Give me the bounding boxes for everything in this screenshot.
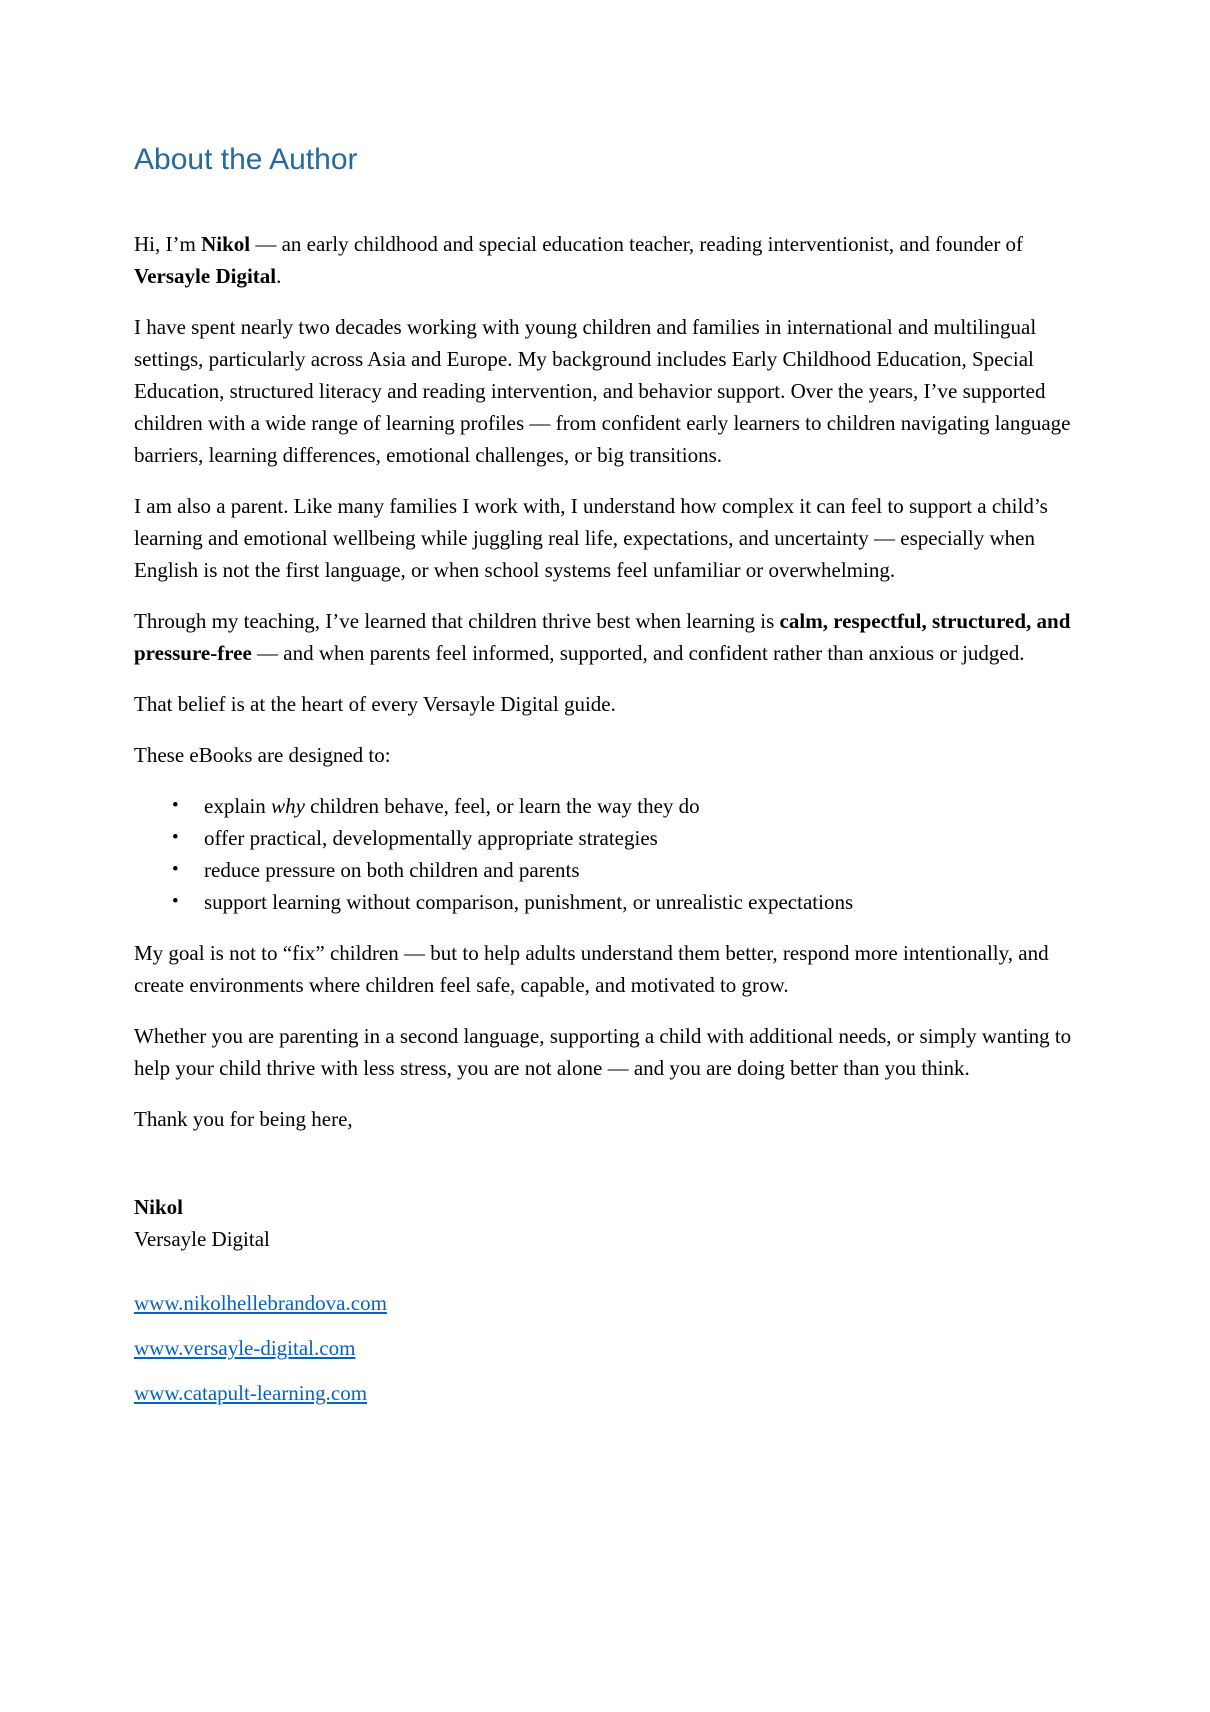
page-title: About the Author <box>134 143 358 176</box>
intro-text-end: . <box>276 264 282 288</box>
link-row <box>134 1332 1076 1364</box>
teaching-text-pre: Through my teaching, I’ve learned that children thrive best when learning is <box>134 609 780 633</box>
link-row <box>134 1377 1076 1409</box>
list-item-support <box>204 886 1076 918</box>
bullet-text: reduce pressure on both children and parents <box>204 858 580 882</box>
ebook-benefits-list <box>134 790 1076 918</box>
bullet-text: offer practical, developmentally appropriate strategies <box>204 826 658 850</box>
list-item-reduce <box>204 854 1076 886</box>
paragraph-parent: I am also a parent. Like many families I work with, I understand how complex it can feel to support a child’s learning and emotional wellbeing while juggling real life, expectations, and uncertainty — especially when English is not the first language, or when school systems feel unfamiliar or overwhelming. <box>134 494 1048 582</box>
brand-name: Versayle Digital <box>134 264 277 288</box>
bullet-text: children behave, feel, or learn the way they do <box>304 794 700 818</box>
link-versayle-digital[interactable]: www.versayle-digital.com <box>134 1336 356 1360</box>
list-item-explain <box>204 790 1076 822</box>
paragraph-designed-intro: These eBooks are designed to: <box>134 743 391 767</box>
teaching-text-post: — and when parents feel informed, supported, and confident rather than anxious or judged. <box>251 641 1025 665</box>
signature-block <box>134 1191 1076 1255</box>
intro-text-pre: Hi, I’m <box>134 232 202 256</box>
paragraph-background: I have spent nearly two decades working with young children and families in international and multilingual settings, particularly across Asia and Europe. My background includes Early Childhood Education, Special Education, structured literacy and reading intervention, and behavior support. Over the years, I’ve supported children with a wide range of learning profiles — from confident early learners to children navigating language barriers, learning differences, emotional challenges, or big transitions. <box>134 315 1071 467</box>
paragraph-teaching <box>134 605 1076 669</box>
paragraph-thanks: Thank you for being here, <box>134 1107 353 1131</box>
intro-paragraph <box>134 228 1076 292</box>
bullet-text: explain <box>204 794 272 818</box>
paragraph-whether: Whether you are parenting in a second language, supporting a child with additional needs, or simply wanting to help your child thrive with less stress, you are not alone — and you are doing better than you think. <box>134 1024 1072 1080</box>
list-item-offer <box>204 822 1076 854</box>
bullet-italic: why <box>271 794 305 818</box>
bullet-text: support learning without comparison, punishment, or unrealistic expectations <box>204 890 854 914</box>
signature-company: Versayle Digital <box>134 1227 270 1251</box>
signature-name: Nikol <box>134 1195 184 1219</box>
paragraph-goal: My goal is not to “fix” children — but to help adults understand them better, respond more intentionally, and create environments where children feel safe, capable, and motivated to grow. <box>134 941 1049 997</box>
link-row <box>134 1287 1076 1319</box>
links-block <box>134 1287 1076 1409</box>
teaching-bold-phrase: calm, respectful, structured, and pressure-free <box>134 609 1071 665</box>
link-nikolhellebrandova[interactable]: www.nikolhellebrandova.com <box>134 1291 387 1315</box>
intro-text-mid: — an early childhood and special education teacher, reading interventionist, and founder of <box>250 232 1024 256</box>
author-name: Nikol <box>201 232 251 256</box>
paragraph-belief: That belief is at the heart of every Versayle Digital guide. <box>134 692 616 716</box>
link-catapult-learning[interactable]: www.catapult-learning.com <box>134 1381 368 1405</box>
